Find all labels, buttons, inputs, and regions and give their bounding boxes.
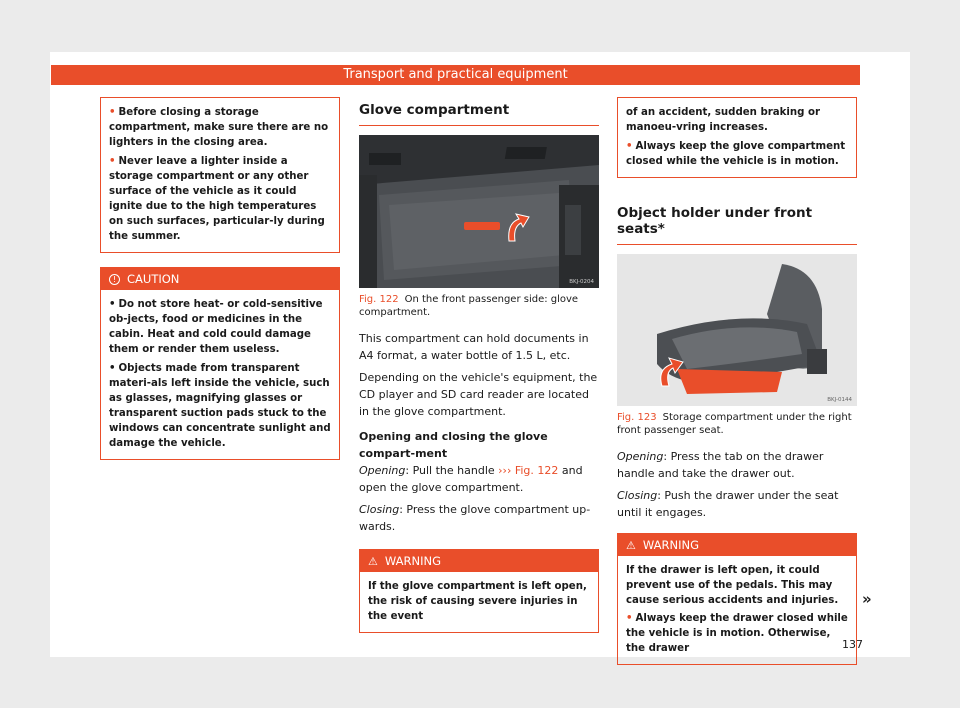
glove-compartment-illustration — [359, 135, 599, 288]
bullet-icon: • — [109, 156, 116, 167]
column-right — [617, 97, 857, 665]
paragraph-closing: Closing: Press the glove compartment up-wards. — [359, 503, 591, 533]
seat-drawer-figure — [617, 254, 857, 406]
section-title: Object holder under front seats* — [617, 200, 857, 245]
warning-box: ⚠ WARNING If the glove compartment is left open, the risk of causing severe injuries in the event — [359, 549, 599, 633]
section-title: Glove compartment — [359, 97, 599, 126]
warning-triangle-icon: ⚠ — [368, 554, 378, 568]
warning-header: ⚠ WARNING — [618, 534, 856, 556]
bullet-item: • Objects made from transparent materi-als left inside the vehicle, such as glasses, magnifying glasses or transparent suction pads stuck to the windows can concentrate sunlight and damage the vehicle. — [109, 363, 331, 449]
page-header: Transport and practical equipment — [51, 65, 860, 85]
bullet-item: • Always keep the drawer closed while the vehicle is in motion. Otherwise, the drawer — [626, 613, 848, 654]
figure-code: BKJ-0144 — [827, 397, 852, 403]
paragraph: This compartment can hold documents in A4 format, a water bottle of 1.5 L, etc. — [359, 332, 589, 362]
figure-code: BKJ-0204 — [569, 279, 594, 285]
bullet-icon: • — [626, 141, 633, 152]
bullet-item: • Before closing a storage compartment, make sure there are no lighters in the closing area. — [109, 107, 329, 148]
seat-drawer-illustration — [617, 254, 857, 406]
caution-box — [100, 267, 340, 460]
info-circle-icon: ! — [109, 274, 120, 285]
subheading: Opening and closing the glove compart-ment — [359, 430, 548, 460]
paragraph-opening: Opening: Pull the handle ››› Fig. 122 and open the glove compartment. — [359, 464, 583, 494]
bullet-item: • Always keep the glove compartment closed while the vehicle is in motion. — [626, 141, 846, 167]
page-number: 137 — [842, 638, 863, 651]
continue-mark: » — [862, 590, 872, 608]
warning-triangle-icon: ⚠ — [626, 538, 636, 552]
caution-header: ! CAUTION — [101, 268, 339, 290]
warning-header: ⚠ WARNING — [360, 550, 598, 572]
bullet-icon: • — [626, 613, 633, 624]
paragraph: Depending on the vehicle's equipment, the CD player and SD card reader are located in the glove compartment. — [359, 371, 598, 418]
paragraph-opening: Opening: Press the tab on the drawer handle and take the drawer out. — [617, 450, 824, 480]
bullet-icon: • — [109, 363, 116, 374]
bullet-icon: • — [109, 107, 116, 118]
bullet-icon: • — [109, 299, 116, 310]
warning-continuation-box — [100, 97, 340, 253]
bullet-item: • Do not store heat- or cold-sensitive ob-jects, food or medicines in the cabin. Heat and cold could damage them or render them useless. — [109, 299, 323, 355]
warning-continuation-box: of an accident, sudden braking or manoeu-vring increases. • Always keep the glove compartment closed while the vehicle is in motion. — [617, 97, 857, 178]
column-middle — [359, 97, 599, 633]
figure-caption: Fig. 123 Storage compartment under the right front passenger seat. — [617, 412, 852, 436]
column-left — [100, 97, 340, 460]
warning-box: ⚠ WARNING If the drawer is left open, it could prevent use of the pedals. This may cause serious accidents and injuries. • Always keep the drawer closed while the vehicle is in motion. Otherwise, the drawer — [617, 533, 857, 665]
bullet-item: • Never leave a lighter inside a storage compartment or any other surface of the vehicle as it could ignite due to the high temperatures on such surfaces, particular-ly during the summer. — [109, 156, 325, 242]
glove-compartment-figure — [359, 135, 599, 288]
paragraph-closing: Closing: Push the drawer under the seat until it engages. — [617, 489, 839, 519]
figure-caption: Fig. 122 On the front passenger side: glove compartment. — [359, 294, 579, 318]
figure-reference-link[interactable]: ››› Fig. 122 — [498, 464, 559, 477]
